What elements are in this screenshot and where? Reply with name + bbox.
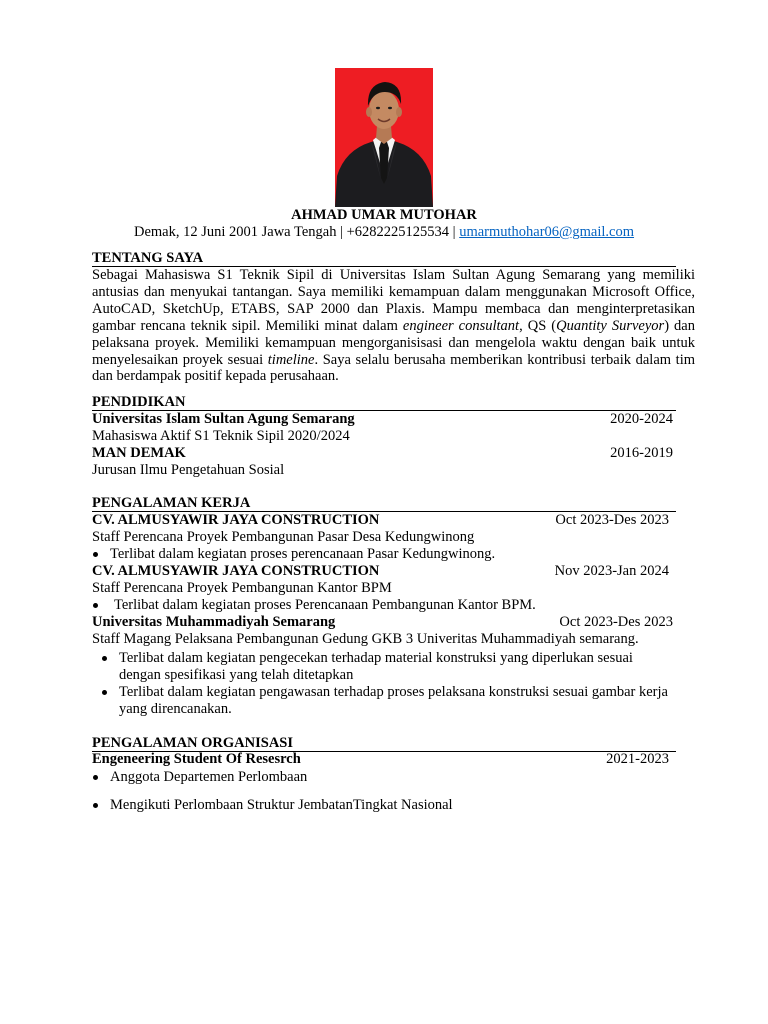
work-row xyxy=(92,614,676,631)
profile-photo xyxy=(335,68,433,207)
about-paragraph xyxy=(92,267,695,385)
email-link[interactable]: umarmuthohar06@gmail.com xyxy=(459,224,635,240)
education-row xyxy=(92,445,676,462)
organization-name: Engeneering Student Of Resesrch xyxy=(92,751,301,767)
about-italic-3: timeline xyxy=(267,351,315,368)
organization-years: 2021-2023 xyxy=(606,751,669,767)
about-text-1: Sebagai Mahasiswa S1 Teknik Sipil di Universitas Islam Sultan Agung Semarang yang memiliki antusias dan menyukai tantangan. Saya memiliki kemampuan dalam menggunakan Microsoft Office, AutoCAD, SketchUp, ETABS, SAP 2000 dan Plaxis. Mampu membaca dan menginterpretasikan gambar rencana teknik sipil. Memiliki minat dalam xyxy=(92,267,695,334)
work-role: Staff Perencana Proyek Pembangunan Pasar Desa Kedungwinong xyxy=(92,529,475,545)
organization-bullet xyxy=(92,769,692,786)
education-detail: Jurusan Ilmu Pengetahuan Sosial xyxy=(92,462,285,478)
section-title-education: PENDIDIKAN xyxy=(92,394,676,411)
work-company: CV. ALMUSYAWIR JAYA CONSTRUCTION xyxy=(92,512,380,528)
education-years: 2020-2024 xyxy=(610,411,673,427)
work-bullet-text: Terlibat dalam kegiatan proses perencanaan Pasar Kedungwinong. xyxy=(110,546,496,562)
education-school: MAN DEMAK xyxy=(92,445,186,461)
work-role: Staff Magang Pelaksana Pembangunan Gedung GKB 3 Univeritas Muhammadiyah semarang. xyxy=(92,631,639,647)
work-company: Universitas Muhammadiyah Semarang xyxy=(92,614,336,630)
work-period: Nov 2023-Jan 2024 xyxy=(554,563,669,579)
about-text-3: ) dan pelaksana proyek. Memiliki kemampuan mengorganisisasi dan mengelola waktu dengan baik untuk menyelesaikan proyek sesuai xyxy=(92,317,695,368)
education-school: Universitas Islam Sultan Agung Semarang xyxy=(92,411,355,427)
work-period: Oct 2023-Des 2023 xyxy=(555,512,669,528)
organization-bullet-text: Anggota Departemen Perlombaan xyxy=(110,769,308,785)
organization-row xyxy=(92,751,676,768)
work-bullet xyxy=(101,650,676,684)
organization-bullet-text: Mengikuti Perlombaan Struktur JembatanTingkat Nasional xyxy=(110,797,453,813)
work-bullet-text: Terlibat dalam kegiatan pengawasan terhadap proses pelaksana konstruksi sesuai gambar kerja yang direncanakan. xyxy=(119,684,668,717)
section-title-about: TENTANG SAYA xyxy=(92,250,676,267)
contact-line xyxy=(0,224,768,241)
education-years: 2016-2019 xyxy=(610,445,673,461)
about-italic-1: engineer consultant xyxy=(402,317,520,334)
about-italic-2: Quantity Surveyor xyxy=(556,317,665,334)
about-text-2: , QS ( xyxy=(519,317,557,334)
work-company: CV. ALMUSYAWIR JAYA CONSTRUCTION xyxy=(92,563,380,579)
education-row xyxy=(92,411,676,428)
work-period: Oct 2023-Des 2023 xyxy=(559,614,673,630)
education-detail: Mahasiswa Aktif S1 Teknik Sipil 2020/2024 xyxy=(92,428,350,444)
about-text-4: . Saya selalu berusaha memberikan kontribusi terbaik dalam tim dan berdampak positif kepada perusahaan. xyxy=(92,351,696,385)
section-title-work: PENGALAMAN KERJA xyxy=(92,495,676,512)
person-name: AHMAD UMAR MUTOHAR xyxy=(291,207,477,223)
organization-bullet xyxy=(92,797,692,814)
work-role: Staff Perencana Proyek Pembangunan Kantor BPM xyxy=(92,580,392,596)
work-bullet xyxy=(101,684,676,718)
work-bullet-text: Terlibat dalam kegiatan pengecekan terhadap material konstruksi yang diperlukan sesuai dengan spesifikasi yang telah ditetapkan xyxy=(119,650,633,683)
work-bullet xyxy=(92,597,692,614)
work-bullet xyxy=(92,546,692,563)
work-bullet-text: Terlibat dalam kegiatan proses Perencanaan Pembangunan Kantor BPM. xyxy=(114,597,536,613)
contact-info: Demak, 12 Juni 2001 Jawa Tengah | +6282225125534 | xyxy=(133,224,460,240)
work-row xyxy=(92,563,676,580)
work-row xyxy=(92,512,676,529)
section-title-organization: PENGALAMAN ORGANISASI xyxy=(92,735,676,752)
